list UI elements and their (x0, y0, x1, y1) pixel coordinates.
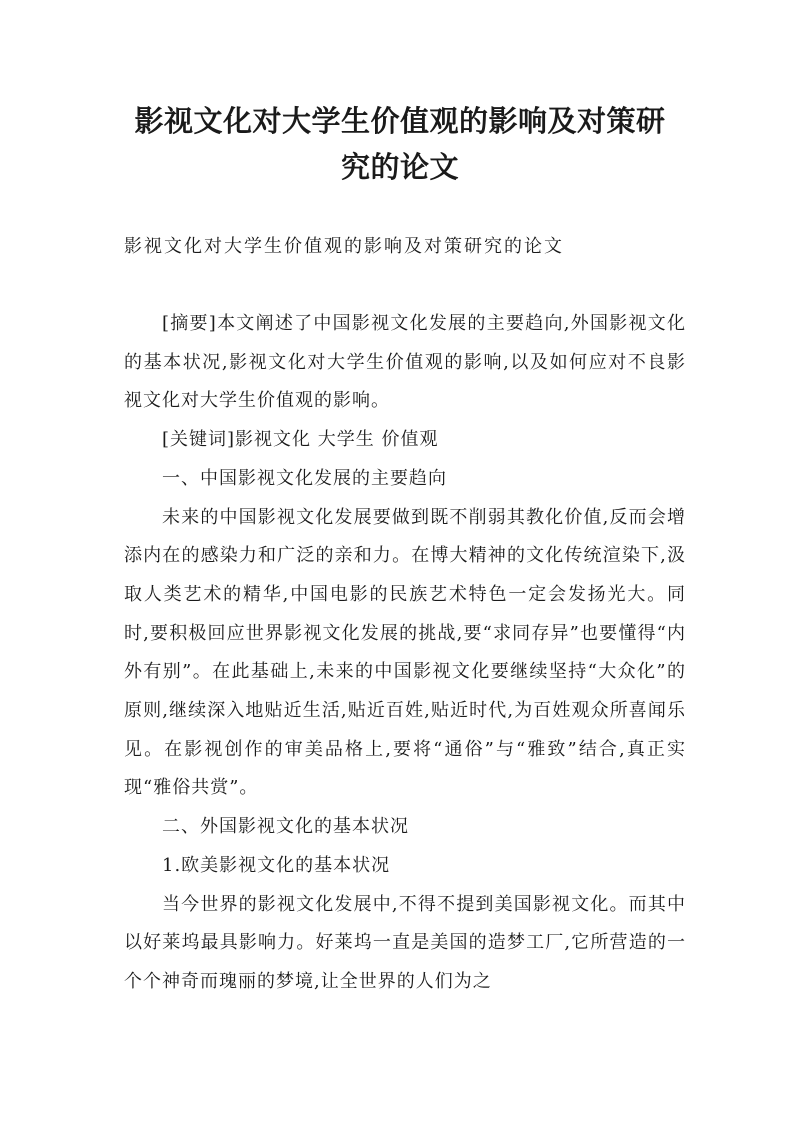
subsection-heading-1: 1.欧美影视文化的基本状况 (162, 854, 391, 876)
keywords-line: [关键词]影视文化 大学生 价值观 (162, 429, 439, 451)
body-paragraph: 当今世界的影视文化发展中,不得不提到美国影视文化。而其中以好莱坞最具影响力。好莱坞一直是美国的造梦工厂,它所营造的一个个神奇而瑰丽的梦境,让全世界的人们为之 (124, 893, 686, 992)
section-heading-1: 一、中国影视文化发展的主要趋向 (162, 467, 447, 489)
document-body (124, 305, 686, 1002)
section-heading-2: 二、外国影视文化的基本状况 (162, 816, 409, 838)
title-line-2: 究的论文 (340, 150, 459, 184)
document-title (100, 98, 700, 190)
document-subtitle: 影视文化对大学生价值观的影响及对策研究的论文 (124, 236, 564, 257)
abstract-paragraph: [摘要]本文阐述了中国影视文化发展的主要趋向,外国影视文化的基本状况,影视文化对大学生价值观的影响,以及如何应对不良影视文化对大学生价值观的影响。 (124, 313, 686, 412)
title-line-1: 影视文化对大学生价值观的影响及对策研 (134, 104, 666, 138)
body-paragraph: 未来的中国影视文化发展要做到既不削弱其教化价值,反而会增添内在的感染力和广泛的亲和力。在博大精神的文化传统渲染下,汲取人类艺术的精华,中国电影的民族艺术特色一定会发扬光大。同时,要积极回应世界影视文化发展的挑战,要“求同存异”也要懂得“内外有别”。在此基础上,未来的中国影视文化要继续坚持“大众化”的原则,继续深入地贴近生活,贴近百姓,贴近时代,为百姓观众所喜闻乐见。在影视创作的审美品格上,要将“通俗”与“雅致”结合,真正实现“雅俗共赏”。 (124, 506, 687, 799)
